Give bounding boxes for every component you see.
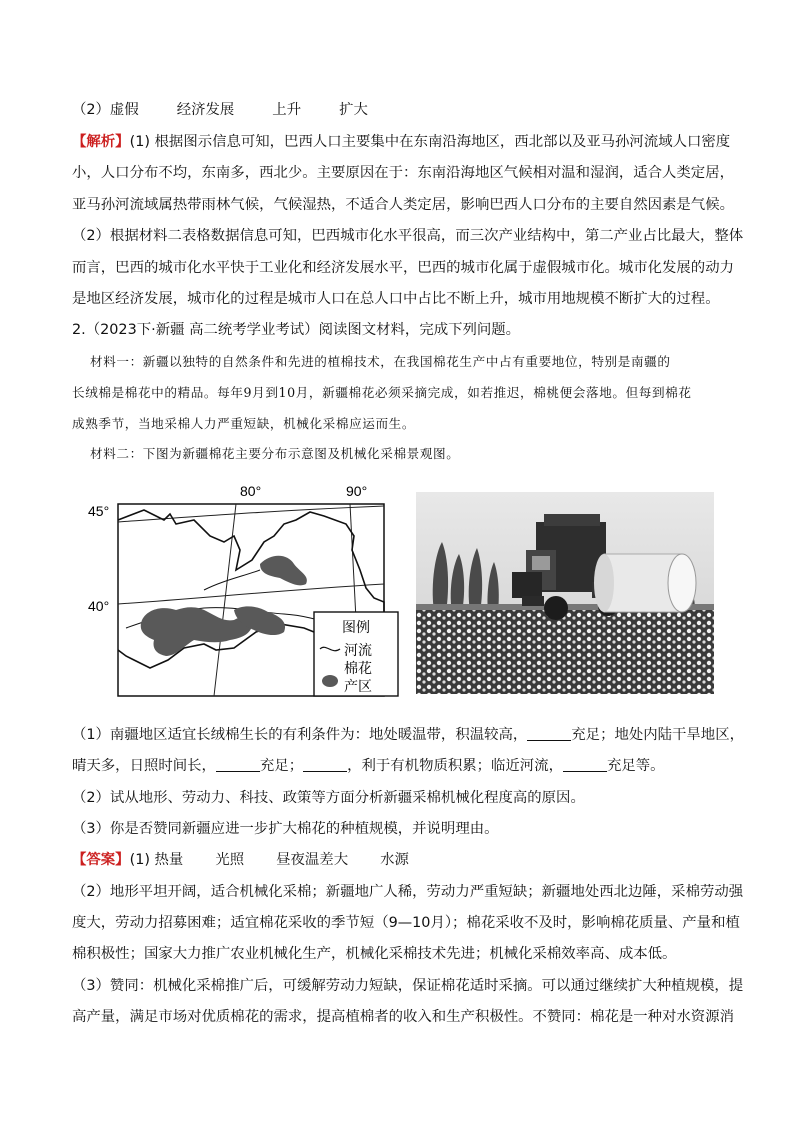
- text: 扩大: [339, 102, 368, 118]
- analysis-tag: 【解析】: [72, 134, 130, 150]
- legend-title: 图例: [342, 620, 370, 636]
- material-1-line-1: 材料一：新疆以独特的自然条件和先进的植棉技术，在我国棉花生产中占有重要地位，特别是南疆的: [90, 354, 671, 369]
- legend-cotton-label-1: 棉花: [344, 661, 372, 677]
- river-north: [204, 570, 260, 590]
- text: ，利于有机物质积累；临近河流，: [347, 758, 563, 774]
- cotton-area-south-west: [141, 607, 252, 656]
- text: (1) 热量: [129, 852, 184, 868]
- text: 经济发展: [176, 102, 235, 118]
- longitude-90-label: 90°: [346, 483, 368, 499]
- cotton-field: [416, 610, 714, 694]
- question-heading: 2.（2023下·新疆 高二统考学业考试）阅读图文材料，完成下列问题。: [72, 322, 521, 338]
- analysis-line-3: 亚马孙河流域属热带雨林气候，气候湿热，不适合人类定居，影响巴西人口分布的主要自然因素是气候。: [72, 197, 734, 213]
- text: 充足等。: [606, 758, 665, 774]
- material-2-line: 材料二：下图为新疆棉花主要分布示意图及机械化采棉景观图。: [90, 446, 460, 461]
- answer-tag: 【答案】: [72, 852, 130, 868]
- text: 充足；地处内陆干旱地区，: [571, 727, 744, 743]
- longitude-80-label: 80°: [240, 483, 262, 499]
- answer-blank-3: [303, 757, 347, 772]
- question-2: （2）试从地形、劳动力、科技、政策等方面分析新疆采棉机械化程度高的原因。: [72, 790, 585, 806]
- answer-2-line-1: （2）地形平坦开阔，适合机械化采棉；新疆地广人稀，劳动力严重短缺；新疆地处西北边陲，采棉劳动强: [72, 884, 744, 900]
- answer-3-line-2: 高产量，满足市场对优质棉花的需求，提高植棉者的收入和生产积极性。不赞同：棉花是一种对水资源消: [72, 1009, 734, 1025]
- legend-river-label: 河流: [344, 643, 372, 659]
- answer-line-1: [72, 850, 409, 870]
- text: 晴天多，日照时间长，: [72, 758, 216, 774]
- question-1-line-1: [72, 725, 744, 745]
- cotton-harvester-photo: [416, 492, 714, 694]
- answer-blank-4: [563, 757, 607, 772]
- material-1-line-2: 长绒棉是棉花中的精品。每年9月到10月，新疆棉花必须采摘完成，如若推迟，棉桃便会落地。但每到棉花: [72, 385, 692, 400]
- question-3: （3）你是否赞同新疆应进一步扩大棉花的种植规模，并说明理由。: [72, 821, 499, 837]
- material-1-line-3: 成熟季节，当地采棉人力严重短缺，机械化采棉应运而生。: [72, 416, 416, 431]
- analysis-line-1: [72, 132, 730, 152]
- legend-cotton-label-2: 产区: [344, 679, 372, 695]
- text: （1）南疆地区适宜长绒棉生长的有利条件为：地处暖温带，积温较高，: [72, 727, 528, 743]
- cotton-bale: [594, 554, 696, 612]
- text: （2）虚假: [72, 102, 139, 118]
- text: (1) 根据图示信息可知，巴西人口主要集中在东南沿海地区，西北部以及亚马孙河流域人口密度: [129, 134, 731, 150]
- answer-2-line-2: 度大，劳动力招募困难；适宜棉花采收的季节短（9—10月）；棉花采收不及时，影响棉花质量、产量和植: [72, 915, 740, 931]
- cotton-distribution-map: [84, 480, 402, 700]
- analysis-line-4: （2）根据材料二表格数据信息可知，巴西城市化水平很高，而三次产业结构中，第二产业占比最大，整体: [72, 228, 744, 244]
- latitude-45-label: 45°: [88, 503, 110, 519]
- answer-3-line-1: （3）赞同：机械化采棉推广后，可缓解劳动力短缺，保证棉花适时采摘。可以通过继续扩大种植规模，提: [72, 978, 744, 994]
- longitude-80-line: [214, 504, 236, 696]
- answer-2-line-3: 棉积极性；国家大力推广农业机械化生产，机械化采棉技术先进；机械化采棉效率高、成本低。: [72, 946, 677, 962]
- answer-line-2: [72, 100, 368, 120]
- analysis-line-5: 而言，巴西的城市化水平快于工业化和经济发展水平，巴西的城市化属于虚假城市化。城市化发展的动力: [72, 260, 734, 276]
- question-1-line-2: [72, 756, 665, 776]
- text: 水源: [380, 852, 409, 868]
- analysis-line-2: 小，人口分布不均，东南多，西北少。主要原因在于：东南沿海地区气候相对温和湿润，适合人类定居，: [72, 165, 734, 181]
- latitude-45-line: [118, 506, 384, 522]
- cotton-legend-icon: [322, 675, 338, 687]
- answer-blank-2: [216, 757, 260, 772]
- latitude-40-line: [118, 584, 384, 604]
- text: 光照: [215, 852, 245, 868]
- text: 昼夜温差大: [276, 852, 349, 868]
- analysis-line-6: 是地区经济发展，城市化的过程是城市人口在总人口中占比不断上升，城市用地规模不断扩大的过程。: [72, 291, 720, 307]
- text: 充足；: [259, 758, 304, 774]
- answer-blank-1: [527, 726, 571, 741]
- cotton-area-north: [260, 556, 307, 586]
- text: 上升: [272, 102, 302, 118]
- latitude-40-label: 40°: [88, 598, 110, 614]
